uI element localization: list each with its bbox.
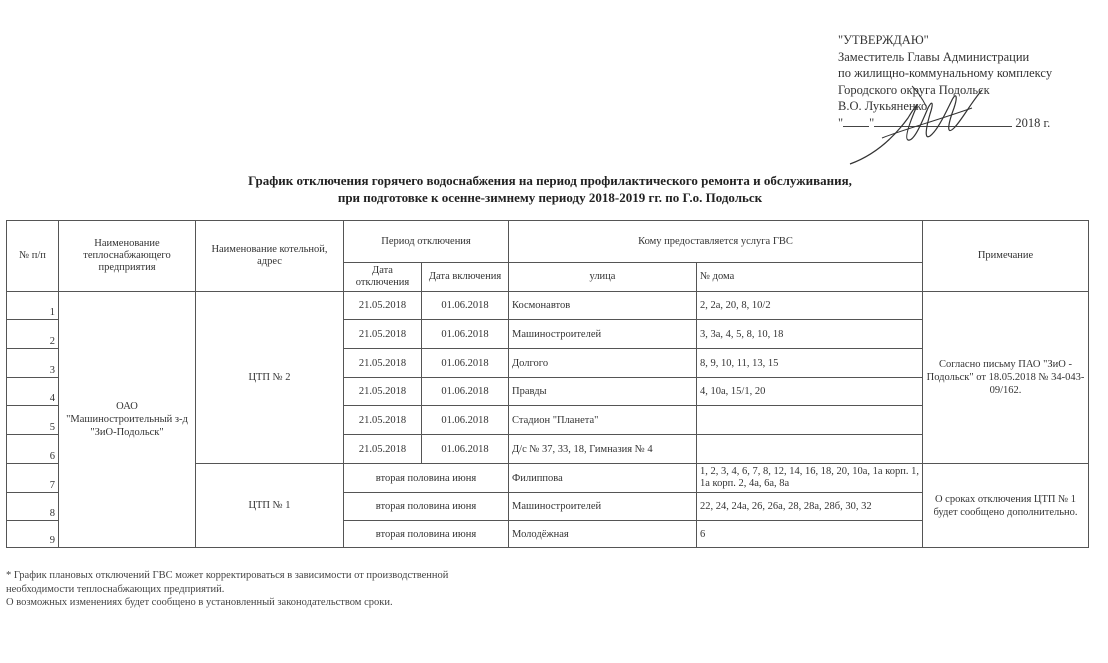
header-boiler: Наименование котельной, адрес [196, 221, 344, 292]
header-house: № дома [697, 263, 923, 292]
street: Правды [509, 378, 697, 406]
houses: 1, 2, 3, 4, 6, 7, 8, 12, 14, 16, 18, 20, 10а, 1а корп. 1, 1а корп. 2, 4а, 6а, 8а [697, 464, 923, 493]
date-year: 2018 г. [1015, 115, 1051, 130]
date-off: 21.05.2018 [344, 292, 422, 320]
date-off: 21.05.2018 [344, 406, 422, 435]
header-date-on: Дата включения [422, 263, 509, 292]
row-num: 3 [7, 349, 59, 378]
row-num: 2 [7, 320, 59, 349]
date-open-quote: " [838, 115, 844, 130]
houses: 3, 3а, 4, 5, 8, 10, 18 [697, 320, 923, 349]
street: Машиностроителей [509, 320, 697, 349]
date-on: 01.06.2018 [422, 435, 509, 464]
note-ctp2: Согласно письму ПАО "ЗиО - Подольск" от 18.05.2018 № 34-043-09/162. [923, 292, 1089, 464]
approval-date-line [838, 115, 1100, 132]
date-on: 01.06.2018 [422, 292, 509, 320]
date-off: 21.05.2018 [344, 378, 422, 406]
approval-position-line3: Городского округа Подольск [838, 82, 990, 97]
period: вторая половина июня [344, 493, 509, 521]
approval-name: В.О. Лукьяненко [838, 99, 928, 113]
date-off: 21.05.2018 [344, 435, 422, 464]
street: Стадион "Планета" [509, 406, 697, 435]
header-enterprise: Наименование теплоснабжающего предприятия [59, 221, 196, 292]
date-mid-quote: " [869, 115, 875, 130]
houses [697, 406, 923, 435]
header-row-1 [7, 221, 1089, 263]
period: вторая половина июня [344, 521, 509, 548]
row-num: 6 [7, 435, 59, 464]
title-line1: График отключения горячего водоснабжения на период профилактического ремонта и обслуживания, [248, 173, 852, 188]
houses: 6 [697, 521, 923, 548]
table-row [7, 292, 1089, 320]
footnote-line1: * График плановых отключений ГВС может корректироваться в зависимости от производственной [6, 570, 449, 581]
street: Машиностроителей [509, 493, 697, 521]
boiler-ctp1: ЦТП № 1 [196, 464, 344, 548]
header-date-off: Дата отключения [344, 263, 422, 292]
street: Филиппова [509, 464, 697, 493]
schedule-table [6, 220, 1089, 548]
houses: 8, 9, 10, 11, 13, 15 [697, 349, 923, 378]
document-title [160, 172, 940, 206]
houses: 4, 10а, 15/1, 20 [697, 378, 923, 406]
date-on: 01.06.2018 [422, 320, 509, 349]
enterprise-cell: ОАО "Машиностроительный з-д "ЗиО-Подольск" [59, 292, 196, 548]
period: вторая половина июня [344, 464, 509, 493]
header-num: № п/п [7, 221, 59, 292]
row-num: 1 [7, 292, 59, 320]
header-service: Кому предоставляется услуга ГВС [509, 221, 923, 263]
houses: 22, 24, 24а, 26, 26а, 28, 28а, 28б, 30, 32 [697, 493, 923, 521]
approval-position-line1: Заместитель Главы Администрации [838, 49, 1030, 64]
approval-heading: "УТВЕРЖДАЮ" [838, 33, 929, 47]
date-on: 01.06.2018 [422, 378, 509, 406]
street: Долгого [509, 349, 697, 378]
header-note: Примечание [923, 221, 1089, 292]
date-on: 01.06.2018 [422, 406, 509, 435]
houses [697, 435, 923, 464]
row-num: 9 [7, 521, 59, 548]
date-month-blank [874, 126, 1012, 127]
approval-block [838, 32, 1100, 131]
date-off: 21.05.2018 [344, 320, 422, 349]
row-num: 5 [7, 406, 59, 435]
row-num: 8 [7, 493, 59, 521]
footnote-line2: необходимости теплоснабжающих предприятий. [6, 583, 225, 595]
boiler-ctp2: ЦТП № 2 [196, 292, 344, 464]
date-off: 21.05.2018 [344, 349, 422, 378]
date-day-blank [843, 126, 869, 127]
street: Д/с № 37, 33, 18, Гимназия № 4 [509, 435, 697, 464]
title-line2: при подготовке к осенне-зимнему периоду 2018-2019 гг. по Г.о. Подольск [337, 190, 763, 205]
footnote-line3: О возможных изменениях будет сообщено в установленный законодательством сроки. [6, 597, 393, 608]
street: Космонавтов [509, 292, 697, 320]
header-street: улица [509, 263, 697, 292]
footnote [6, 569, 706, 610]
date-on: 01.06.2018 [422, 349, 509, 378]
note-ctp1: О сроках отключения ЦТП № 1 будет сообщено дополнительно. [923, 464, 1089, 548]
row-num: 4 [7, 378, 59, 406]
houses: 2, 2а, 20, 8, 10/2 [697, 292, 923, 320]
header-period: Период отключения [344, 221, 509, 263]
row-num: 7 [7, 464, 59, 493]
approval-position-line2: по жилищно-коммунальному комплексу [838, 66, 1053, 80]
street: Молодёжная [509, 521, 697, 548]
